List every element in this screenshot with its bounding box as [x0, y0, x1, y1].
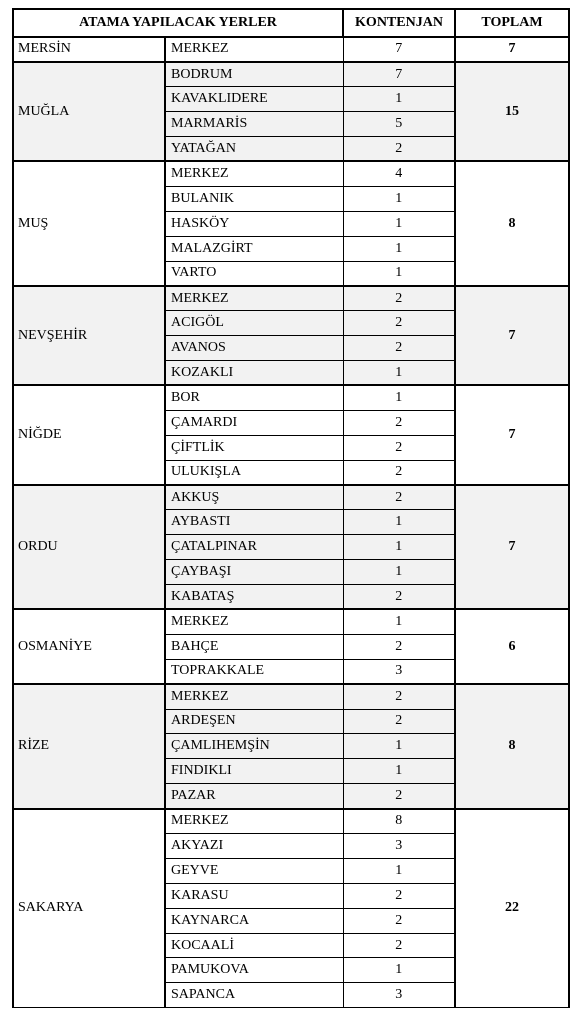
district-cell: ÇİFTLİK	[165, 435, 343, 460]
table-row	[13, 286, 569, 311]
total-cell: 7	[455, 385, 569, 485]
province-group	[13, 809, 569, 1008]
quota-cell: 2	[343, 684, 455, 709]
quota-cell: 5	[343, 112, 455, 137]
quota-cell: 2	[343, 634, 455, 659]
quota-cell: 1	[343, 560, 455, 585]
district-cell: HASKÖY	[165, 211, 343, 236]
province-group	[13, 62, 569, 162]
province-group	[13, 37, 569, 62]
district-cell: MERKEZ	[165, 684, 343, 709]
province-cell: NEVŞEHİR	[13, 286, 165, 386]
district-cell: ULUKIŞLA	[165, 460, 343, 485]
province-cell: MUŞ	[13, 161, 165, 285]
district-cell: MERKEZ	[165, 37, 343, 62]
district-cell: TOPRAKKALE	[165, 659, 343, 684]
province-cell: MUĞLA	[13, 62, 165, 162]
district-cell: GEYVE	[165, 858, 343, 883]
quota-cell: 1	[343, 858, 455, 883]
quota-cell: 1	[343, 87, 455, 112]
district-cell: BOR	[165, 385, 343, 410]
table-row	[13, 809, 569, 834]
quota-cell: 1	[343, 186, 455, 211]
total-cell: 6	[455, 609, 569, 684]
quota-cell: 2	[343, 410, 455, 435]
table-row	[13, 609, 569, 634]
quota-cell: 2	[343, 784, 455, 809]
table-row	[13, 161, 569, 186]
quota-cell: 7	[343, 37, 455, 62]
district-cell: MERKEZ	[165, 609, 343, 634]
province-group	[13, 684, 569, 808]
quota-cell: 2	[343, 883, 455, 908]
table-row	[13, 385, 569, 410]
district-cell: AYBASTI	[165, 510, 343, 535]
assignment-table	[12, 8, 570, 1008]
province-group	[13, 609, 569, 684]
district-cell: FINDIKLI	[165, 759, 343, 784]
province-cell: ORDU	[13, 485, 165, 609]
total-cell: 7	[455, 286, 569, 386]
total-cell: 7	[455, 37, 569, 62]
quota-cell: 3	[343, 659, 455, 684]
province-cell: SAKARYA	[13, 809, 165, 1008]
quota-cell: 1	[343, 510, 455, 535]
province-group	[13, 161, 569, 285]
quota-cell: 1	[343, 361, 455, 386]
quota-cell: 2	[343, 460, 455, 485]
quota-cell: 1	[343, 759, 455, 784]
district-cell: VARTO	[165, 261, 343, 286]
quota-cell: 7	[343, 62, 455, 87]
district-cell: AKKUŞ	[165, 485, 343, 510]
total-cell: 22	[455, 809, 569, 1008]
province-cell: OSMANİYE	[13, 609, 165, 684]
district-cell: KABATAŞ	[165, 585, 343, 610]
quota-cell: 4	[343, 161, 455, 186]
table-row	[13, 62, 569, 87]
district-cell: KOZAKLI	[165, 361, 343, 386]
total-cell: 7	[455, 485, 569, 609]
district-cell: ACIGÖL	[165, 311, 343, 336]
header-total: TOPLAM	[455, 9, 569, 37]
district-cell: AVANOS	[165, 336, 343, 361]
district-cell: PAMUKOVA	[165, 958, 343, 983]
district-cell: KAYNARCA	[165, 908, 343, 933]
quota-cell: 1	[343, 958, 455, 983]
quota-cell: 2	[343, 286, 455, 311]
province-cell: MERSİN	[13, 37, 165, 62]
total-cell: 8	[455, 684, 569, 808]
district-cell: ÇAMARDI	[165, 410, 343, 435]
quota-cell: 2	[343, 933, 455, 958]
quota-cell: 1	[343, 609, 455, 634]
district-cell: MERKEZ	[165, 161, 343, 186]
quota-cell: 2	[343, 336, 455, 361]
quota-cell: 2	[343, 908, 455, 933]
province-group	[13, 286, 569, 386]
district-cell: BODRUM	[165, 62, 343, 87]
quota-cell: 1	[343, 236, 455, 261]
quota-cell: 1	[343, 535, 455, 560]
district-cell: MALAZGİRT	[165, 236, 343, 261]
district-cell: KOCAALİ	[165, 933, 343, 958]
district-cell: PAZAR	[165, 784, 343, 809]
district-cell: ÇAMLIHEMŞİN	[165, 734, 343, 759]
quota-cell: 1	[343, 385, 455, 410]
total-cell: 15	[455, 62, 569, 162]
quota-cell: 3	[343, 983, 455, 1008]
header-place: ATAMA YAPILACAK YERLER	[13, 9, 343, 37]
quota-cell: 2	[343, 585, 455, 610]
district-cell: YATAĞAN	[165, 137, 343, 162]
province-cell: NİĞDE	[13, 385, 165, 485]
province-group	[13, 385, 569, 485]
district-cell: MARMARİS	[165, 112, 343, 137]
total-cell: 8	[455, 161, 569, 285]
district-cell: MERKEZ	[165, 809, 343, 834]
table-row	[13, 485, 569, 510]
quota-cell: 2	[343, 485, 455, 510]
province-cell: RİZE	[13, 684, 165, 808]
quota-cell: 1	[343, 211, 455, 236]
header-quota: KONTENJAN	[343, 9, 455, 37]
district-cell: KAVAKLIDERE	[165, 87, 343, 112]
district-cell: SAPANCA	[165, 983, 343, 1008]
district-cell: ÇATALPINAR	[165, 535, 343, 560]
district-cell: KARASU	[165, 883, 343, 908]
table-row	[13, 684, 569, 709]
district-cell: ÇAYBAŞI	[165, 560, 343, 585]
quota-cell: 1	[343, 734, 455, 759]
quota-cell: 2	[343, 137, 455, 162]
table-row	[13, 37, 569, 62]
district-cell: ARDEŞEN	[165, 709, 343, 734]
quota-cell: 8	[343, 809, 455, 834]
quota-cell: 2	[343, 435, 455, 460]
table-header-row	[13, 9, 569, 37]
quota-cell: 2	[343, 709, 455, 734]
quota-cell: 2	[343, 311, 455, 336]
province-group	[13, 485, 569, 609]
district-cell: BULANIK	[165, 186, 343, 211]
district-cell: MERKEZ	[165, 286, 343, 311]
district-cell: AKYAZI	[165, 834, 343, 859]
district-cell: BAHÇE	[165, 634, 343, 659]
quota-cell: 3	[343, 834, 455, 859]
quota-cell: 1	[343, 261, 455, 286]
